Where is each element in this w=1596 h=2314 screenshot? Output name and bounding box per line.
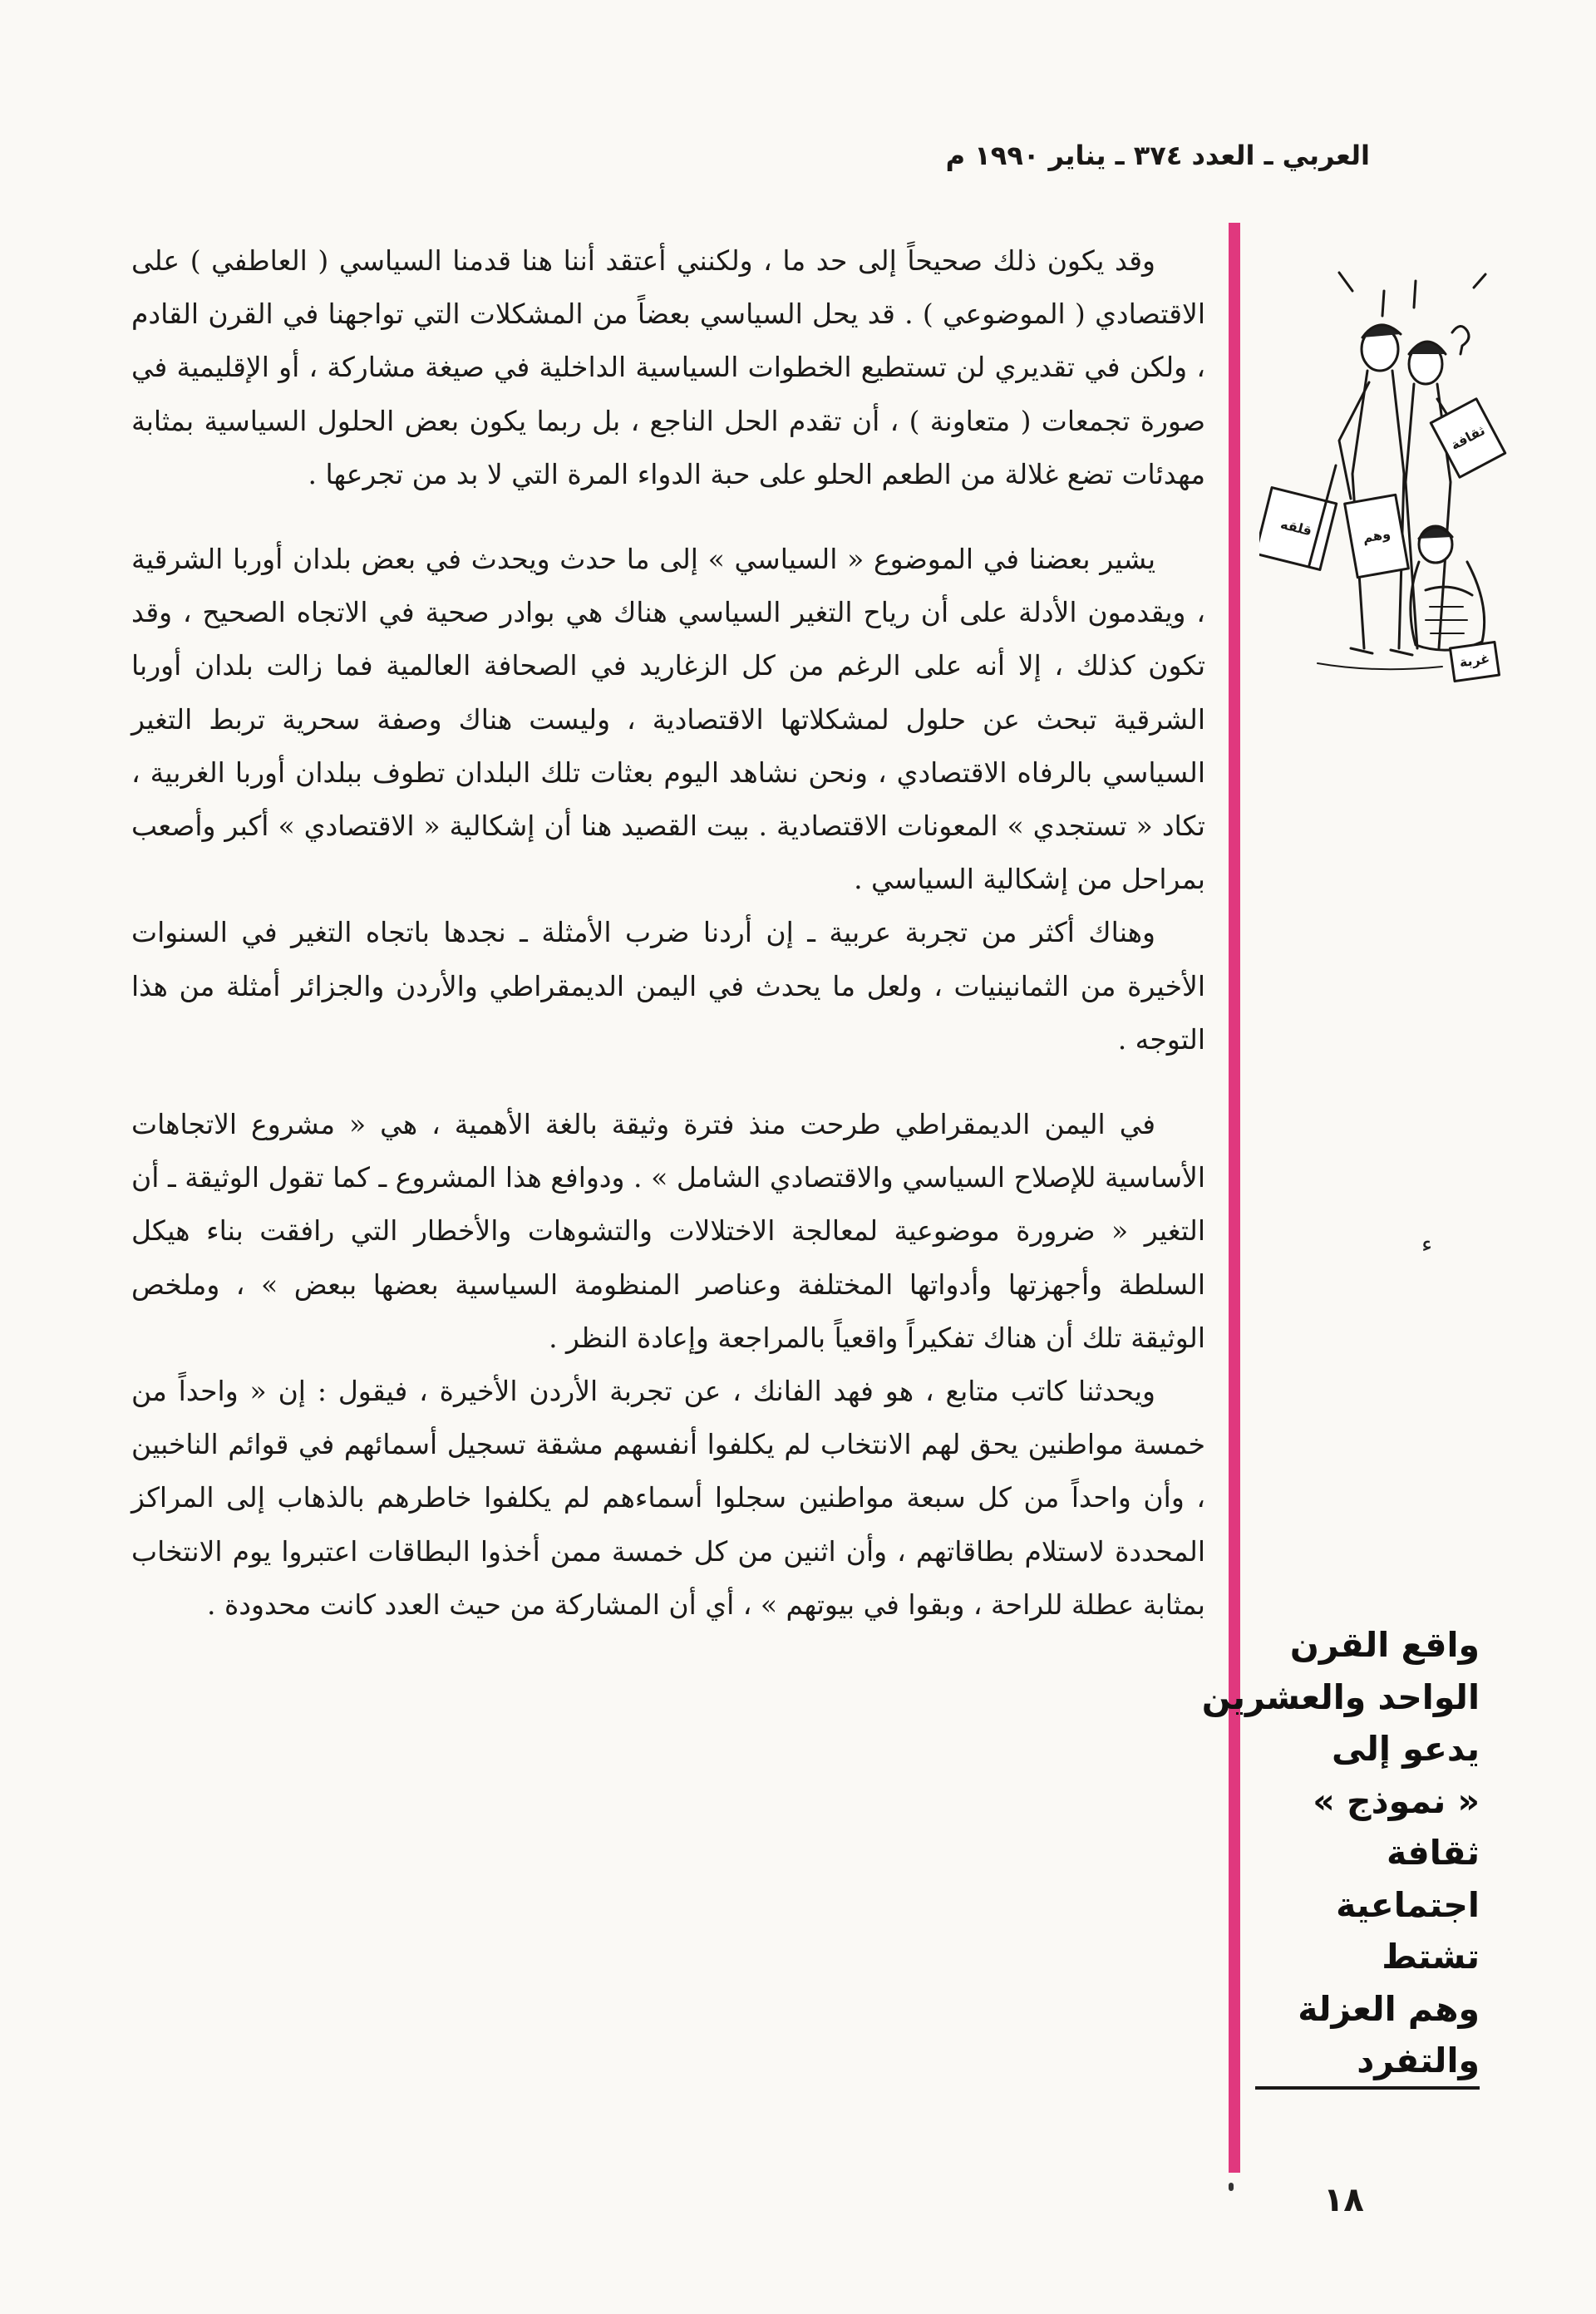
running-header: العربي ـ العدد ٣٧٤ ـ يناير ١٩٩٠ م	[945, 140, 1370, 171]
figure-knees-3	[1426, 587, 1472, 595]
pull-quote-line: وهم العزلة	[1298, 1988, 1480, 2029]
stray-mark: ء	[1421, 1230, 1433, 1258]
accent-rule	[1229, 223, 1240, 2173]
exclamation-mark-1	[1382, 291, 1384, 316]
paragraph-5: ويحدثنا كاتب متابع ، هو فهد الفانك ، عن تجربة الأردن الأخيرة ، فيقول : إن « واحداً من خمسة مواطنين يحق لهم الانتخاب لم يكلفوا أنفسهم مشقة تسجيل أسمائهم في قوائم الناخبين ، وأن واحداً من كل سبعة مواطنين سجلوا أسماءهم لم يكلفوا خاطرهم بالذهاب إلى المراكز المحددة لاستلام بطاقاتهم ، وأن اثنين من كل خمسة ممن أخذوا البطاقات اعتبروا يوم الانتخاب بمثابة عطلة للراحة ، وبقوا في بيوتهم » ، أي أن المشاركة من حيث العدد كانت محدودة .	[131, 1375, 1205, 1621]
pull-quote	[1201, 1619, 1480, 2087]
figure-foot-1a	[1351, 648, 1372, 653]
figure-foot-1b	[1391, 650, 1412, 655]
paragraph-1: وقد يكون ذلك صحيحاً إلى حد ما ، ولكنني أعتقد أننا هنا قدمنا السياسي ( العاطفي ) على الاقتصادي ( الموضوعي ) . قد يحل السياسي بعضاً من المشكلات التي تواجهنا في القرن القادم ، ولكن في تقديري لن تستطيع الخطوات السياسية الداخلية في صيغة مشاركة ، أو الإقليمية في صورة تجمعات ( متعاونة ) ، أن تقدم الحل الناجع ، بل ربما يكون بعض الحلول السياسية بمثابة مهدئات تضع غلالة من الطعم الحلو على حبة الدواء المرة التي لا بد من تجرعها .	[131, 244, 1206, 490]
article-body	[131, 234, 1205, 1632]
page-number: ١٨	[1323, 2181, 1364, 2219]
figure-hair-2	[1409, 342, 1446, 354]
ground-line	[1318, 663, 1442, 669]
pull-quote-line: يدعو إلى	[1332, 1729, 1480, 1769]
dash-stroke-2	[1474, 274, 1485, 288]
sign-text-1: ثقافة	[1448, 421, 1488, 454]
paragraph-3: وهناك أكثر من تجربة عربية ـ إن أردنا ضرب الأمثلة ـ نجدها باتجاه التغير في السنوات الأخيرة من الثمانينيات ، ولعل ما يحدث في اليمن الديمقراطي والأردن والجزائر أمثلة من هذا التوجه .	[131, 916, 1205, 1056]
cartoon-illustration	[1259, 258, 1509, 707]
pull-quote-underline	[1255, 2086, 1480, 2090]
pull-quote-line: الواحد والعشرين	[1201, 1676, 1480, 1717]
figure-shading-3	[1426, 607, 1467, 633]
pull-quote-line: والتفرد	[1357, 2041, 1480, 2080]
small-dot	[1229, 2183, 1234, 2191]
pull-quote-line: « نموذج »	[1313, 1780, 1480, 1821]
pull-quote-line: ثقافة	[1386, 1833, 1480, 1873]
paragraph-2: يشير بعضنا في الموضوع « السياسي » إلى ما حدث ويحدث في بعض بلدان أوربا الشرقية ، ويقدمون الأدلة على أن رياح التغير السياسي هناك هي بوادر صحية في الاتجاه الصحيح ، وقد تكون كذلك ، إلا أنه على الرغم من كل الزغاريد في الصحافة العالمية فما زالت بلدان أوربا الشرقية تبحث عن حلول لمشكلاتها الاقتصادية ، وليست هناك وصفة سحرية تربط التغير السياسي بالرفاه الاقتصادي ، ونحن نشاهد اليوم بعثات تلك البلدان تطوف ببلدان أوربا الغربية ، تكاد « تستجدي » المعونات الاقتصادية . بيت القصيد هنا أن إشكالية « الاقتصادي » أكبر وأصعب بمراحل من إشكالية السياسي .	[131, 543, 1205, 896]
pull-quote-line: تشتط	[1382, 1937, 1480, 1977]
exclamation-mark-2	[1414, 281, 1416, 308]
pull-quote-line: واقع القرن	[1289, 1625, 1480, 1665]
paragraph-4: في اليمن الديمقراطي طرحت منذ فترة وثيقة بالغة الأهمية ، هي « مشروع الاتجاهات الأساسية للإصلاح السياسي والاقتصادي الشامل » . ودوافع هذا المشروع ـ كما تقول الوثيقة ـ أن التغير « ضرورة موضوعية لمعالجة الاختلالات والتشوهات والأخطار التي رافقت بناء هيكل السلطة وأجهزتها وأدواتها المختلفة وعناصر المنظومة السياسية بعضها ببعض » ، وملخص الوثيقة تلك أن هناك تفكيراً واقعياً بالمراجعة وإعادة النظر .	[131, 1108, 1205, 1354]
dash-stroke-1	[1339, 273, 1352, 291]
pull-quote-line: اجتماعية	[1336, 1884, 1480, 1925]
sign-text-2: قلقه	[1278, 515, 1314, 539]
question-mark	[1452, 326, 1469, 354]
sign-text-3: وهم	[1361, 525, 1392, 546]
sign-text-4: غربة	[1458, 650, 1491, 671]
